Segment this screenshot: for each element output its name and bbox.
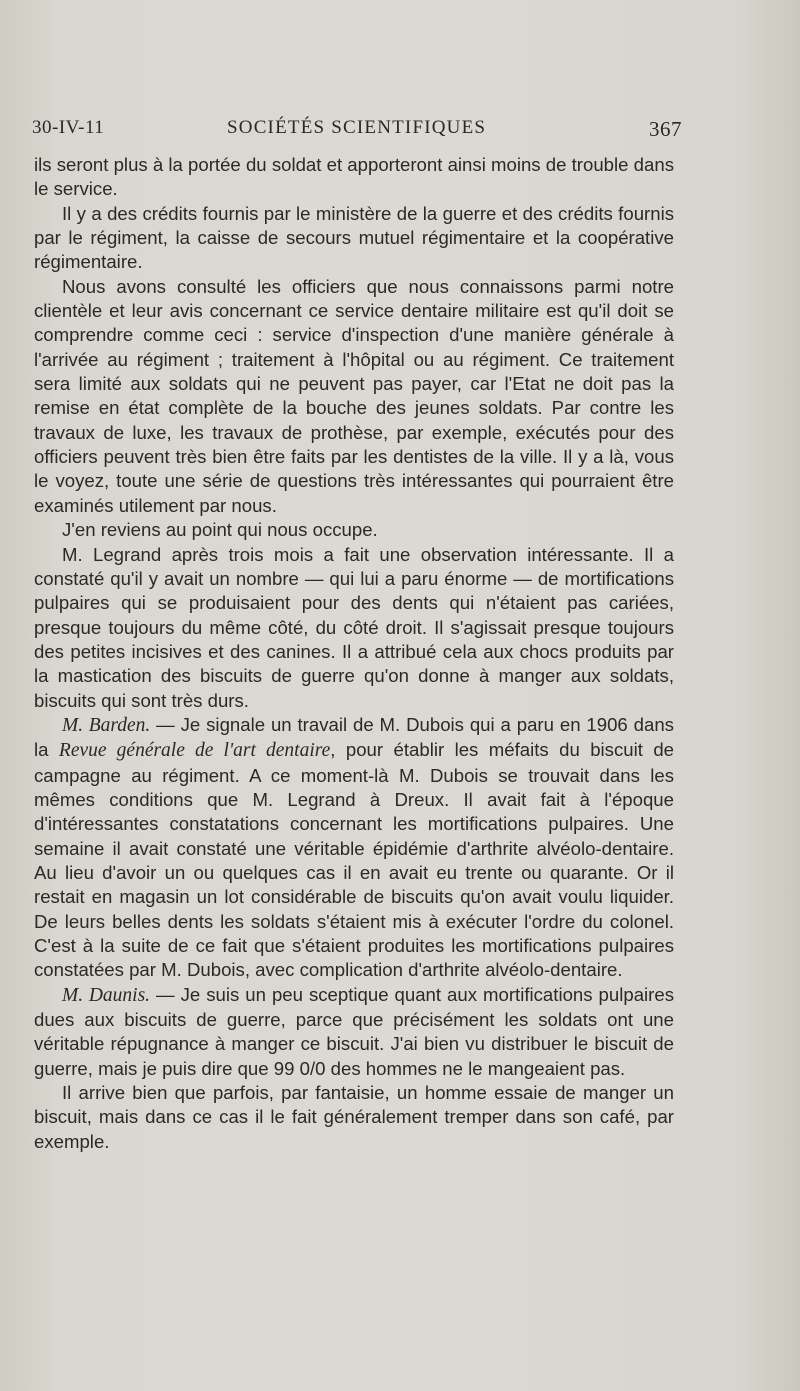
paragraph-6 (34, 713, 674, 983)
paragraph-8: Il arrive bien que parfois, par fantaisie, un homme essaie de manger un biscuit, mais dans ce cas il le fait généralement tremper dans son café, par exemple. (34, 1082, 674, 1152)
paragraph-5: M. Legrand après trois mois a fait une observation intéressante. Il a constaté qu'il y avait un nombre — qui lui a paru énorme — de mortifications pulpaires qui se produisaient pour des dents qui n'étaient pas cariées, presque toujours du même côté, du côté droit. Il s'agissait presque toujours des petites incisives et des canines. Il a attribué cela aux chocs produits par la mastication des biscuits de guerre qu'on donne à manger aux soldats, biscuits qui sont très durs. (34, 543, 674, 711)
paragraph-1: ils seront plus à la portée du soldat et apporteront ainsi moins de trouble dans le service. (34, 154, 674, 200)
page-number: 367 (649, 117, 682, 141)
speaker-name: M. Barden. (62, 714, 151, 736)
paragraph-2: Il y a des crédits fournis par le ministère de la guerre et des crédits fournis par le régiment, la caisse de secours mutuel régimentaire et la coopérative régimentaire. (34, 202, 674, 273)
body-text (34, 153, 674, 1154)
paragraph-7 (34, 983, 674, 1081)
header-section-title: SOCIÉTÉS SCIENTIFIQUES (227, 117, 487, 138)
paragraph-6-text: , pour établir les méfaits du biscuit de campagne au régiment. A ce moment-là M. Dubois se trouvait dans les mêmes conditions que M. Legrand à Dreux. Il avait fait à l'époque d'intéressantes constatations concernant les mortifications pulpaires. Une semaine il avait constaté une véritable épidémie d'arthrite alvéolo-dentaire. Au lieu d'avoir un ou quelques cas il en avait eu trente ou quarante. Or il restait en magasin un lot considérable de biscuits qu'on avait voulu liquider. De leurs belles dents les soldats s'étaient mis à exécuter l'ordre du colonel. C'est à la suite de ce fait que s'étaient produites les mortifications pulpaires constatées par M. Dubois, avec complication d'arthrite alvéolo-dentaire. (34, 739, 675, 981)
paragraph-6-intro: — Je signale un travail de M. Dubois qui a paru en 1906 dans la (34, 713, 674, 761)
journal-title: Revue générale de l'art dentaire (58, 740, 331, 762)
speaker-name: M. Daunis. (62, 984, 151, 1006)
header-date: 30-IV-11 (32, 117, 105, 138)
paragraph-4: J'en reviens au point qui nous occupe. (62, 519, 378, 541)
paragraph-7-text: — Je suis un peu sceptique quant aux mortifications pulpaires dues aux biscuits de guerre, parce que précisément les soldats ont une véritable répugnance à manger ce biscuit. J'ai bien vu distribuer le biscuit de guerre, mais je puis dire que 99 0/0 des hommes ne le mangeaient pas. (34, 983, 674, 1079)
paragraph-3: Nous avons consulté les officiers que nous connaissons parmi notre clientèle et leur avis concernant ce service dentaire militaire est qu'il doit se comprendre comme ceci : service d'inspection d'une manière générale à l'arrivée au régiment ; traitement à l'hôpital ou au régiment. Ce traitement sera limité aux soldats qui ne peuvent pas payer, car l'Etat ne doit pas la remise en état complète de la bouche des jeunes soldats. Par contre les travaux de luxe, les travaux de prothèse, par exemple, exécutés pour des officiers peuvent très bien être faits par les dentistes de la ville. Il y a là, vous le voyez, toute une série de questions très intéressantes qui pourraient être examinés utilement par nous. (34, 275, 674, 516)
running-header (32, 117, 682, 145)
